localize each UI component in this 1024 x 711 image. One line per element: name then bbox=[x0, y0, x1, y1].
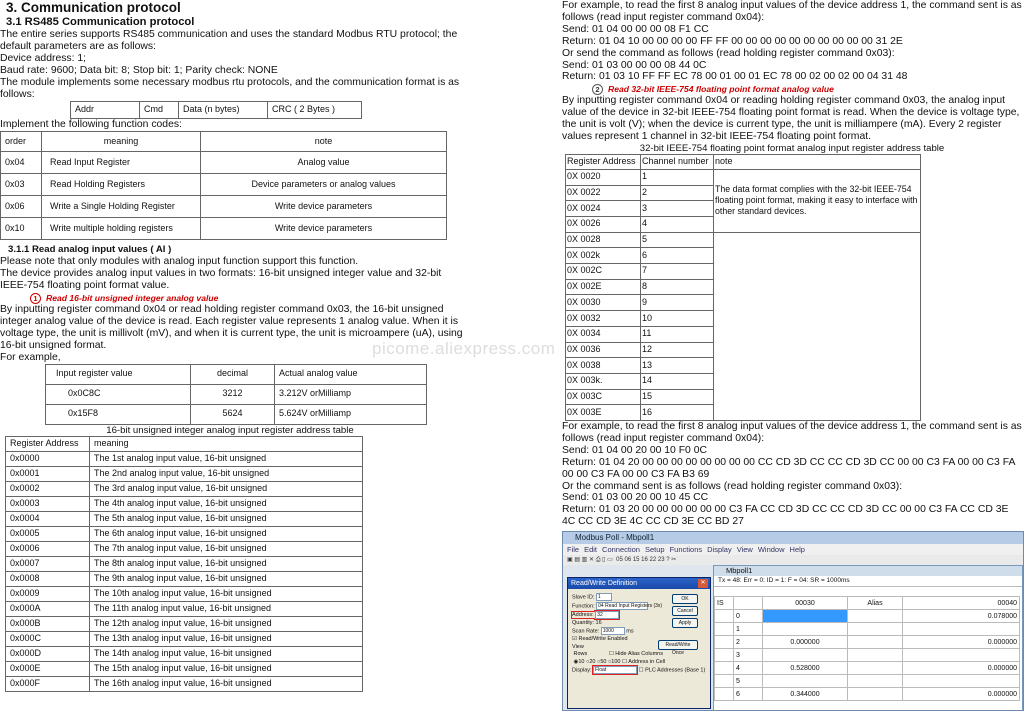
table-cell: 0X 0022 bbox=[566, 185, 641, 201]
table-cell: The 10th analog input value, 16-bit unsigned bbox=[90, 586, 363, 601]
table-cell: 0X 002C bbox=[566, 264, 641, 280]
numbered-subheading bbox=[30, 292, 470, 304]
table-cell: 3 bbox=[641, 201, 714, 217]
paragraph: The module implements some necessary modbus rtu protocols, and the communication format is as follows: bbox=[0, 76, 460, 100]
format-cell: Addr bbox=[71, 102, 140, 119]
slave-id-input[interactable]: 1 bbox=[596, 593, 612, 601]
radio-label: 20 bbox=[589, 658, 596, 665]
command-line: Return: 01 04 20 00 00 00 00 00 00 00 00 CC CD 3D CC CC CD 3D CC 00 00 C3 FA 00 00 C3 FA 00 00 C3 FA 00 00 C3 FA B3 69 bbox=[562, 456, 1015, 480]
paragraph: Or send the command as follows (read holding register command 0x03): bbox=[562, 47, 895, 59]
left-column bbox=[0, 0, 470, 692]
ieee-register-table bbox=[565, 154, 921, 421]
table-cell: 0x000E bbox=[6, 661, 90, 676]
quantity-input[interactable]: 16 bbox=[595, 619, 602, 626]
grid-cell[interactable]: 0 bbox=[734, 610, 763, 623]
checkbox-label: Hide Alias Columns bbox=[615, 651, 663, 658]
paragraph: Please note that only modules with analog input function support this function. bbox=[0, 256, 359, 268]
menu-item-help[interactable]: Help bbox=[789, 545, 805, 554]
close-icon[interactable]: ✕ bbox=[698, 579, 708, 588]
watermark: picome.aliexpress.com bbox=[372, 339, 556, 358]
register-grid bbox=[714, 596, 1020, 701]
table-cell: 14 bbox=[641, 373, 714, 389]
table-header: note bbox=[201, 132, 447, 152]
table-cell: 0x0002 bbox=[6, 481, 90, 496]
table-header: Actual analog value bbox=[275, 364, 427, 384]
table-cell: 16 bbox=[641, 405, 714, 421]
radio-label: 50 bbox=[600, 658, 607, 665]
subsubsection-heading: 3.1.1 Read analog input values ( AI ) bbox=[8, 244, 172, 256]
grid-cell[interactable]: 3 bbox=[734, 649, 763, 662]
group-label: View bbox=[572, 643, 584, 650]
table-row bbox=[1, 152, 447, 174]
grid-cell[interactable] bbox=[848, 610, 903, 623]
table-cell: 0x0C8C bbox=[46, 384, 191, 404]
paragraph: For example, to read the first 8 analog input values of the device address 1, the command sent is as follows (read input register command 0x04): bbox=[562, 0, 1022, 23]
toolbar: ▣ ▤ ▥ ✕ ⎙ ▯ ▭ 05 06 15 16 22 23 ? ✂ bbox=[563, 555, 1023, 565]
table-cell: 0X 0038 bbox=[566, 358, 641, 374]
table-cell: The 16th analog input value, 16-bit unsigned bbox=[90, 676, 363, 691]
table-cell: 0x0005 bbox=[6, 526, 90, 541]
paragraph: Implement the following function codes: bbox=[0, 119, 182, 131]
table-cell: 0x0006 bbox=[6, 541, 90, 556]
table-cell: 0x0004 bbox=[6, 511, 90, 526]
table-cell: The 15th analog input value, 16-bit unsigned bbox=[90, 661, 363, 676]
table-cell: 0X 002E bbox=[566, 279, 641, 295]
checkbox-label: Read/Write Enabled bbox=[578, 636, 628, 643]
table-cell: Write a Single Holding Register bbox=[42, 196, 201, 218]
table-row bbox=[566, 232, 921, 248]
menu-item-edit[interactable]: Edit bbox=[584, 545, 598, 554]
table-cell: 0X 0034 bbox=[566, 326, 641, 342]
table-cell: 5.624V orMilliamp bbox=[275, 404, 427, 424]
table-cell: 4 bbox=[641, 217, 714, 233]
table-row bbox=[6, 601, 363, 616]
rows-options: ◉10 ○20 ○50 ○100 ☐ Address in Cell bbox=[573, 658, 666, 665]
grid-cell[interactable] bbox=[903, 675, 1020, 688]
format-cell: Cmd bbox=[140, 102, 179, 119]
table-cell: 5 bbox=[641, 232, 714, 248]
grid-cell[interactable] bbox=[848, 675, 903, 688]
grid-row bbox=[715, 662, 1020, 675]
command-line: Return: 01 03 20 00 00 00 00 00 00 C3 FA CC CD 3D CC CC CD 3D CC 00 00 C3 FA CC CD 3E 4C CC CD 3E 4C CC CD 3E CC BD 27 bbox=[562, 504, 1009, 528]
paragraph: Or the command sent is as follows (read holding register command 0x03): bbox=[562, 480, 903, 492]
table-header: meaning bbox=[90, 436, 363, 451]
subsection-heading: 3.1 RS485 Communication protocol bbox=[6, 16, 195, 28]
display-select[interactable]: Float bbox=[593, 666, 637, 674]
function-select[interactable]: 04 Read Input Registers (3x) bbox=[598, 602, 663, 609]
table-cell: 0X 003k. bbox=[566, 373, 641, 389]
table-cell: 0X 003C bbox=[566, 389, 641, 405]
table-cell: 9 bbox=[641, 295, 714, 311]
table-cell: 0x000C bbox=[6, 631, 90, 646]
command-line: Send: 01 04 00 00 00 08 F1 CC bbox=[562, 23, 709, 35]
table-header: Register Address bbox=[566, 154, 641, 169]
table-cell: Device parameters or analog values bbox=[201, 174, 447, 196]
menu-item-file[interactable]: File bbox=[567, 545, 580, 554]
grid-row bbox=[715, 636, 1020, 649]
scan-rate-row bbox=[568, 627, 710, 636]
table-header: meaning bbox=[42, 132, 201, 152]
paragraph: By inputting register command 0x04 or reading holding register command 0x03, the analog input value of the device in 32-bit IEEE-754 floating point format is read. When the device is voltage type, the unit is volt (V); when the device is current type, the unit is milliampere (mA). Every 2 register values represent 1 channel in 32-bit IEEE-754 floating point format. bbox=[562, 95, 1020, 143]
register-address-table bbox=[5, 436, 363, 692]
field-label: Display: bbox=[572, 667, 592, 674]
grid-header: 00040 bbox=[903, 597, 1020, 610]
format-cell: Data (n bytes) bbox=[179, 102, 268, 119]
table-cell: 0X 0036 bbox=[566, 342, 641, 358]
table-cell: Read Holding Registers bbox=[42, 174, 201, 196]
table-cell: The 7th analog input value, 16-bit unsigned bbox=[90, 541, 363, 556]
subheading-text: Read 32-bit IEEE-754 floating point format analog value bbox=[608, 84, 834, 95]
field-label: Function: bbox=[572, 603, 595, 610]
checkbox[interactable]: ☑ bbox=[572, 636, 577, 643]
checkbox-label: Address in Cell bbox=[628, 658, 666, 665]
table-row bbox=[1, 218, 447, 240]
command-line: Return: 01 04 10 00 00 00 00 FF FF 00 00 00 00 00 00 00 00 00 00 31 2E bbox=[562, 35, 903, 47]
read-write-definition-dialog bbox=[567, 577, 711, 709]
menu-item-connection[interactable]: Connection bbox=[602, 545, 640, 554]
table-row bbox=[6, 676, 363, 691]
table-cell: 0x15F8 bbox=[46, 404, 191, 424]
table-cell: 3.212V orMilliamp bbox=[275, 384, 427, 404]
table-cell: 3212 bbox=[191, 384, 275, 404]
table-cell: 0X 0030 bbox=[566, 295, 641, 311]
table-row bbox=[6, 556, 363, 571]
grid-header: Alias bbox=[848, 597, 903, 610]
command-line: Send: 01 04 00 20 00 10 F0 0C bbox=[562, 444, 708, 456]
table-cell: Write device parameters bbox=[201, 196, 447, 218]
table-row bbox=[566, 169, 921, 185]
grid-cell[interactable]: 0.528000 bbox=[763, 662, 848, 675]
table-row bbox=[1, 174, 447, 196]
grid-header: IS bbox=[715, 597, 734, 610]
paragraph: The device provides analog input values in two formats: 16-bit unsigned integer value and 32-bit IEEE-754 floating point format value. bbox=[0, 268, 442, 292]
display-row bbox=[568, 666, 710, 675]
modbus-poll-window bbox=[562, 531, 1024, 711]
grid-cell[interactable]: 4 bbox=[734, 662, 763, 675]
circled-number: 2 bbox=[592, 84, 603, 95]
table-cell: Write device parameters bbox=[201, 218, 447, 240]
paragraph: For example, to read the first 8 analog input values of the device address 1, the command sent is as follows (read input register command 0x04): bbox=[562, 420, 1022, 444]
table-header: Channel number bbox=[641, 154, 714, 169]
grid-cell[interactable]: 0.000000 bbox=[903, 688, 1020, 701]
toolbar-codes: 05 06 15 16 22 23 bbox=[616, 557, 665, 563]
menu-bar bbox=[563, 544, 1023, 555]
table-cell: 0x000B bbox=[6, 616, 90, 631]
table-row bbox=[6, 526, 363, 541]
apply-button[interactable]: Apply bbox=[672, 618, 698, 628]
table-row bbox=[6, 646, 363, 661]
grid-cell[interactable]: 0.000000 bbox=[903, 662, 1020, 675]
table-cell: The 12th analog input value, 16-bit unsigned bbox=[90, 616, 363, 631]
table-cell: The 2nd analog input value, 16-bit unsigned bbox=[90, 466, 363, 481]
table-cell: 0X 0028 bbox=[566, 232, 641, 248]
grid-row bbox=[715, 623, 1020, 636]
table-cell: The 6th analog input value, 16-bit unsigned bbox=[90, 526, 363, 541]
table-cell: 11 bbox=[641, 326, 714, 342]
table-cell: 0X 002k bbox=[566, 248, 641, 264]
grid-cell[interactable] bbox=[848, 688, 903, 701]
section-heading: 3. Communication protocol bbox=[6, 0, 181, 15]
paragraph: By inputting register command 0x04 or read holding register command 0x03, the 16-bit unsigned integer analog value of the device is read. Each register value represents 1 analog value. When it is voltage type, the unit is millivolt (mV), and when it is current type, the unit is microampere (uA), using 16-bit unsigned format. bbox=[0, 304, 463, 351]
table-cell: The data format complies with the 32-bit IEEE-754 floating point format, making it easy to interface with other standard devices. bbox=[714, 169, 921, 232]
table-cell: 0x0008 bbox=[6, 571, 90, 586]
table-cell: 0X 003E bbox=[566, 405, 641, 421]
grid-cell[interactable]: 0.000000 bbox=[763, 636, 848, 649]
grid-cell[interactable] bbox=[848, 649, 903, 662]
table-caption: 32-bit IEEE-754 floating point format analog input register address table bbox=[639, 142, 945, 154]
grid-cell[interactable]: 0.344000 bbox=[763, 688, 848, 701]
table-header: decimal bbox=[191, 364, 275, 384]
checkbox[interactable]: ☐ bbox=[608, 651, 614, 658]
grid-cell[interactable]: 5 bbox=[734, 675, 763, 688]
table-cell: 0X 0024 bbox=[566, 201, 641, 217]
table-cell: 0x10 bbox=[1, 218, 42, 240]
table-cell: The 5th analog input value, 16-bit unsigned bbox=[90, 511, 363, 526]
paragraph: Device address: 1; bbox=[0, 52, 87, 64]
grid-cell[interactable]: 6 bbox=[734, 688, 763, 701]
menu-item-setup[interactable]: Setup bbox=[644, 545, 665, 554]
table-cell: The 8th analog input value, 16-bit unsigned bbox=[90, 556, 363, 571]
grid-header bbox=[734, 597, 763, 610]
scan-rate-input[interactable]: 1000 bbox=[601, 627, 625, 635]
grid-cell[interactable] bbox=[715, 675, 734, 688]
table-cell: 7 bbox=[641, 264, 714, 280]
read-write-once-button[interactable]: Read/Write Once bbox=[658, 640, 698, 650]
table-cell: 0x0003 bbox=[6, 496, 90, 511]
grid-header: 00030 bbox=[763, 597, 848, 610]
unit-label: ms bbox=[626, 628, 634, 635]
window-titlebar: Modbus Poll - Mbpoll1 bbox=[563, 532, 1023, 544]
checkbox[interactable]: ☐ bbox=[638, 667, 644, 674]
table-cell: 13 bbox=[641, 358, 714, 374]
table-cell: 15 bbox=[641, 389, 714, 405]
numbered-subheading bbox=[592, 83, 1022, 95]
menu-item-display[interactable]: Display bbox=[707, 545, 732, 554]
table-caption: 16-bit unsigned integer analog input register address table bbox=[106, 424, 354, 436]
table-cell: 0x0007 bbox=[6, 556, 90, 571]
checkbox[interactable]: ☐ bbox=[622, 658, 627, 665]
circled-number: 1 bbox=[30, 293, 41, 304]
grid-cell[interactable] bbox=[715, 636, 734, 649]
table-row bbox=[6, 586, 363, 601]
table-cell: The 9th analog input value, 16-bit unsigned bbox=[90, 571, 363, 586]
subheading-text: Read 16-bit unsigned integer analog value bbox=[46, 293, 219, 304]
table-cell: 0x06 bbox=[1, 196, 42, 218]
grid-cell[interactable]: 0.000000 bbox=[903, 636, 1020, 649]
table-cell: 12 bbox=[641, 342, 714, 358]
grid-row bbox=[715, 649, 1020, 662]
table-row bbox=[6, 616, 363, 631]
table-cell: 6 bbox=[641, 248, 714, 264]
grid-cell[interactable] bbox=[763, 610, 848, 623]
right-column bbox=[562, 0, 1022, 528]
grid-row bbox=[715, 610, 1020, 623]
format-cell: CRC ( 2 Bytes ) bbox=[268, 102, 362, 119]
grid-cell[interactable] bbox=[903, 649, 1020, 662]
grid-cell[interactable] bbox=[715, 688, 734, 701]
mbpoll-subwindow bbox=[713, 565, 1023, 711]
table-row bbox=[1, 196, 447, 218]
table-header: order bbox=[1, 132, 42, 152]
grid-cell[interactable] bbox=[715, 610, 734, 623]
table-row bbox=[6, 451, 363, 466]
table-cell bbox=[714, 232, 921, 420]
table-cell: 0X 0026 bbox=[566, 217, 641, 233]
radio-label: 10 bbox=[578, 658, 585, 665]
field-label: Slave ID: bbox=[572, 594, 595, 601]
frame-format-table bbox=[70, 101, 362, 119]
command-line: Return: 01 03 10 FF FF EC 78 00 01 00 01 EC 78 00 02 00 02 00 04 31 48 bbox=[562, 71, 908, 83]
table-cell: 0x0000 bbox=[6, 451, 90, 466]
table-cell: Analog value bbox=[201, 152, 447, 174]
table-cell: The 1st analog input value, 16-bit unsigned bbox=[90, 451, 363, 466]
checkbox-label: PLC Addresses (Base 1) bbox=[645, 667, 706, 674]
example-table bbox=[45, 364, 427, 425]
table-cell: 1 bbox=[641, 169, 714, 185]
status-line: Tx = 48: Err = 0: ID = 1: F = 04: SR = 1000ms bbox=[714, 576, 1022, 587]
table-cell: 0x000D bbox=[6, 646, 90, 661]
grid-cell[interactable] bbox=[848, 623, 903, 636]
grid-cell[interactable] bbox=[848, 662, 903, 675]
table-header: Register Address bbox=[6, 436, 90, 451]
command-line: Send: 01 03 00 00 00 08 44 0C bbox=[562, 59, 707, 71]
grid-cell[interactable] bbox=[763, 649, 848, 662]
grid-cell[interactable]: 1 bbox=[734, 623, 763, 636]
grid-cell[interactable] bbox=[848, 636, 903, 649]
rows-group bbox=[568, 651, 710, 659]
menu-item-functions[interactable]: Functions bbox=[669, 545, 703, 554]
grid-cell[interactable] bbox=[715, 623, 734, 636]
grid-cell[interactable]: 2 bbox=[734, 636, 763, 649]
ok-button[interactable]: OK bbox=[672, 594, 698, 604]
table-row bbox=[6, 481, 363, 496]
table-cell: 8 bbox=[641, 279, 714, 295]
menu-item-view[interactable]: View bbox=[736, 545, 753, 554]
table-cell: 0X 0020 bbox=[566, 169, 641, 185]
grid-row bbox=[715, 688, 1020, 701]
table-row bbox=[6, 511, 363, 526]
address-input[interactable]: 32 bbox=[595, 611, 619, 619]
table-cell: 0X 0032 bbox=[566, 311, 641, 327]
grid-cell[interactable] bbox=[763, 675, 848, 688]
table-cell: 0x03 bbox=[1, 174, 42, 196]
grid-cell[interactable] bbox=[903, 623, 1020, 636]
paragraph: For example, bbox=[0, 351, 61, 363]
grid-row bbox=[715, 675, 1020, 688]
cancel-button[interactable]: Cancel bbox=[672, 606, 698, 616]
dialog-title: Read/Write Definition bbox=[568, 578, 710, 589]
subwindow-title: Mbpoll1 bbox=[714, 566, 1022, 576]
table-cell: 10 bbox=[641, 311, 714, 327]
command-line: Send: 01 03 00 20 00 10 45 CC bbox=[562, 492, 709, 504]
table-row bbox=[6, 466, 363, 481]
radio-label: 100 bbox=[611, 658, 621, 665]
table-cell: The 4th analog input value, 16-bit unsigned bbox=[90, 496, 363, 511]
table-cell: The 14th analog input value, 16-bit unsigned bbox=[90, 646, 363, 661]
menu-item-window[interactable]: Window bbox=[757, 545, 785, 554]
group-label: Rows bbox=[573, 651, 588, 658]
table-row bbox=[6, 496, 363, 511]
radio-selected[interactable]: ◉ bbox=[573, 658, 579, 665]
paragraph: The entire series supports RS485 communication and uses the standard Modbus RTU protocol; the default parameters are as follows: bbox=[0, 29, 458, 52]
grid-cell[interactable] bbox=[715, 662, 734, 675]
field-label: Scan Rate: bbox=[572, 628, 600, 635]
grid-cell[interactable] bbox=[715, 649, 734, 662]
table-cell: The 3rd analog input value, 16-bit unsigned bbox=[90, 481, 363, 496]
table-row bbox=[6, 631, 363, 646]
table-cell: 5624 bbox=[191, 404, 275, 424]
table-cell: The 13th analog input value, 16-bit unsigned bbox=[90, 631, 363, 646]
table-cell: Read Input Register bbox=[42, 152, 201, 174]
field-label: Address: bbox=[572, 612, 594, 619]
table-row bbox=[6, 541, 363, 556]
table-cell: Write multiple holding registers bbox=[42, 218, 201, 240]
paragraph: Baud rate: 9600; Data bit: 8; Stop bit: 1; Parity check: NONE bbox=[0, 64, 278, 76]
field-label: Quantity: bbox=[572, 619, 595, 626]
table-cell: 0x000F bbox=[6, 676, 90, 691]
table-cell: 0x000A bbox=[6, 601, 90, 616]
table-cell: 2 bbox=[641, 185, 714, 201]
table-row bbox=[6, 571, 363, 586]
grid-cell[interactable]: 0.078000 bbox=[903, 610, 1020, 623]
table-row bbox=[6, 661, 363, 676]
grid-cell[interactable] bbox=[763, 623, 848, 636]
table-header: Input register value bbox=[46, 364, 191, 384]
table-header: note bbox=[714, 154, 921, 169]
function-code-table bbox=[0, 131, 447, 240]
table-cell: 0x0009 bbox=[6, 586, 90, 601]
table-cell: 0x0001 bbox=[6, 466, 90, 481]
table-cell: The 11th analog input value, 16-bit unsigned bbox=[90, 601, 363, 616]
table-cell: 0x04 bbox=[1, 152, 42, 174]
